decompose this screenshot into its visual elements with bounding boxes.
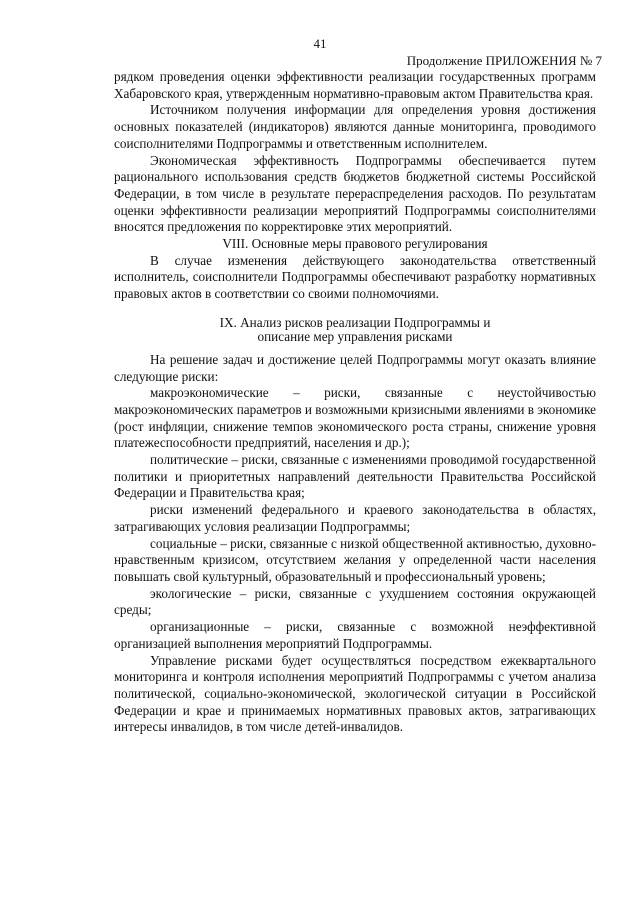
risks-intro: На решение задач и достижение целей Подпрограммы могут оказать влияние следующие риски: [114, 351, 596, 384]
risk-macroeconomic: макроэкономические – риски, связанные с неустойчивостью макроэкономических параметров и возможными кризисными явлениями в экономике (рост инфляции, снижение темпов экономического роста страны, снижение уровня платежеспособности предприятий, населения и др.); [114, 385, 596, 451]
section-9-heading [114, 316, 596, 345]
risk-ecological: экологические – риски, связанные с ухудшением состояния окружающей среды; [114, 585, 596, 618]
section-8-heading: VIII. Основные меры правового регулирования [222, 236, 488, 252]
risk-management: Управление рисками будет осуществляться посредством ежеквартального мониторинга и контроля исполнения мероприятий Подпрограммы с учетом анализа политической, социально-экономической, экологической ситуации в Российской Федерации и крае и принимаемых нормативных правовых актов, затрагивающих интересы инвалидов, в том числе детей-инвалидов. [114, 652, 596, 735]
risk-social: социальные – риски, связанные с низкой общественной активностью, духовно-нравственным кризисом, отсутствием желания у определенной части населения повышать свой культурный, образовательный и профессиональный уровень; [114, 535, 596, 584]
section-9-heading-line-1: IX. Анализ рисков реализации Подпрограммы и [219, 314, 491, 330]
appendix-continuation-label: Продолжение ПРИЛОЖЕНИЯ № 7 [406, 53, 602, 68]
risk-political: политические – риски, связанные с изменениями проводимой государственной политики и приоритетных направлений деятельности Правительства Российской Федерации и Правительства края; [114, 452, 596, 501]
paragraph-economic-efficiency: Экономическая эффективность Подпрограммы обеспечивается путем рационального использования средств бюджетов бюджетной системы Российской Федерации, в том числе в результате перераспределения расходов. По результатам оценки эффективности реализации мероприятий Подпрограммы соисполнителями вносятся предложения по корректировке этих мероприятий. [114, 152, 596, 235]
section-8-paragraph: В случае изменения действующего законодательства ответственный исполнитель, соисполнители Подпрограммы обеспечивают разработку нормативных правовых актов в соответствии со своими полномочиями. [114, 252, 596, 302]
paragraph-continued: рядком проведения оценки эффективности реализации государственных программ Хабаровского края, утвержденным нормативно-правовым актом Правительства края. [114, 69, 596, 101]
document-body [114, 69, 596, 736]
page-number: 41 [313, 36, 327, 51]
risk-legislative: риски изменений федерального и краевого законодательства в областях, затрагивающих условия реализации Подпрограммы; [114, 502, 596, 534]
risk-organizational: организационные – риски, связанные с возможной неэффективной организацией выполнения мероприятий Подпрограммы. [114, 619, 596, 651]
paragraph-info-source: Источником получения информации для определения уровня достижения основных показателей (индикаторов) являются данные мониторинга, проводимого соисполнителями Подпрограммы и ответственным исполнителем. [114, 102, 596, 151]
section-9-heading-line-2: описание мер управления рисками [257, 329, 453, 345]
